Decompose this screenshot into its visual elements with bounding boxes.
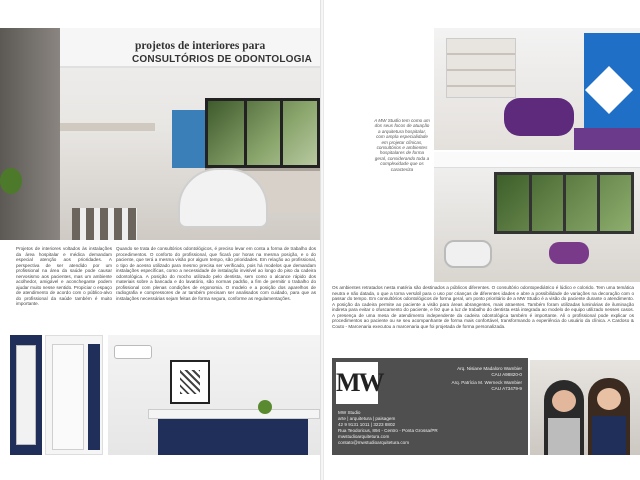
- architect1-name: Arq. Nisiane Madaloro Wambier: [457, 366, 522, 371]
- architects-portrait-photo: [530, 360, 640, 455]
- studio-website[interactable]: mwstudioarquitetura.com: [338, 434, 390, 439]
- studio-credit-card: [332, 358, 528, 455]
- mw-studio-logo: MW: [336, 362, 378, 404]
- studio-address: Rua Teodoricus, 894 - Centro - Ponta Grossa/PR: [338, 428, 438, 433]
- door-photo: [45, 335, 103, 455]
- left-body-column-2: Quando se trata de consultórios odontológicos, é preciso levar em conta a forma de trabalho dos procedimentos. O conforto do profissional, que ficará por horas na mesma posição, e o do paciente, que terá a mesma visão por algum tempo, são prioridades. Em relação ao profissional, o tipo de acesso utilizado para mesmo precisa ser verificado, pois há modelos que demandam instalações específicas, como a necessidade de instalação invisível ao longo do piso da cadeira odontológica. A posição do mocho utilizado pelo dentista, sem como o alcance rápido dos materiais sobre a bancada e do lavatório, são normas padrão, a fim de permitir o trabalho do profissional com plenas condições de ergonomia. O modelo e a posição dos aparelhos de radiografia e compressores de ar também precisam ser analisados com cuidado, para que as instalações necessárias sejam feitas de forma segura, conforme as regulamentações.: [116, 246, 316, 301]
- article-title-line2: CONSULTÓRIOS DE ODONTOLOGIA: [132, 54, 313, 65]
- reception-desk-photo: [108, 335, 322, 455]
- studio-tagline: arte | arquitetura | paisagem: [338, 416, 396, 421]
- right-page: [322, 0, 640, 480]
- architect2-cau: CAU A73479-9: [491, 386, 522, 391]
- studio-email[interactable]: contato@mwstudioarquitetura.com: [338, 440, 410, 445]
- article-title-line1: projetos de interiores para: [135, 40, 266, 52]
- studio-name: MW Studio: [338, 410, 361, 415]
- studio-phone: 42 9 9131 1011 | 3223 8802: [338, 422, 396, 427]
- pull-quote: A MW Studio tem como um dos seus focos de atuação a arquitetura hospitalar, com ampla especialidade em projetar clínicas, consultórios e ambientes hospitalares de forma geral, considerando toda a complexidade que os caracteriza: [374, 118, 430, 172]
- right-body-text: Os ambientes retratados nesta matéria são destinados a públicos diferentes. O consultório odontopediátrico é lúdico e colorido. Tem uma temática neutra e não datada, o que a torna versátil para o uso por crianças de diferentes idades e abre a possibilidade de variações na decoração com o passar do tempo. Em consultórios odontológicos de forma geral, um ponto prioritário de a MW Studio é a visão do paciente durante o atendimento. A posição da cadeira permite ao paciente a visão para áreas abrangentes, mais atraentes. Também foram utilizadas luminárias de iluminação indireta para evitar o ofuscamento do paciente, e fez que a luz de trabalho do dentista está integrada ao modelo de equipo utilizado nesses casos. A presença de uma mesa de atendimento independente da cadeira odontológica também é importante. Ali o profissional pode explicar os procedimentos ao paciente ou se seu acompanhante de forma mais confortável, transformando a experiência do usuário da clínica. A Cardoso & Couto - Marcenaria executou a marcenaria que foi projetada de forma personalizada.: [332, 285, 634, 329]
- architect2-name: Arq. Patrícia M. Werneck Wambier: [451, 380, 522, 385]
- pediatric-room-photo: [434, 28, 640, 150]
- hallway-photo: [10, 335, 42, 455]
- architect1-cau: CAU A98820-0: [491, 372, 522, 377]
- consultorio-window-photo: [434, 152, 640, 282]
- left-body-column-1: Projetos de interiores voltados às instalações da área hospitalar e médica demandam especial atenção aos prioridades. A perspectiva de ser atendido por um profissional na área da saúde pode causar nervosismo aos pacientes, mas um ambiente acolhedor, amigável e aconchegante podem ajudar muito nesse sentido. Propiciar o espaço de atendimento de acordo com o público-alvo do profissional da saúde também é muito importante.: [16, 246, 112, 306]
